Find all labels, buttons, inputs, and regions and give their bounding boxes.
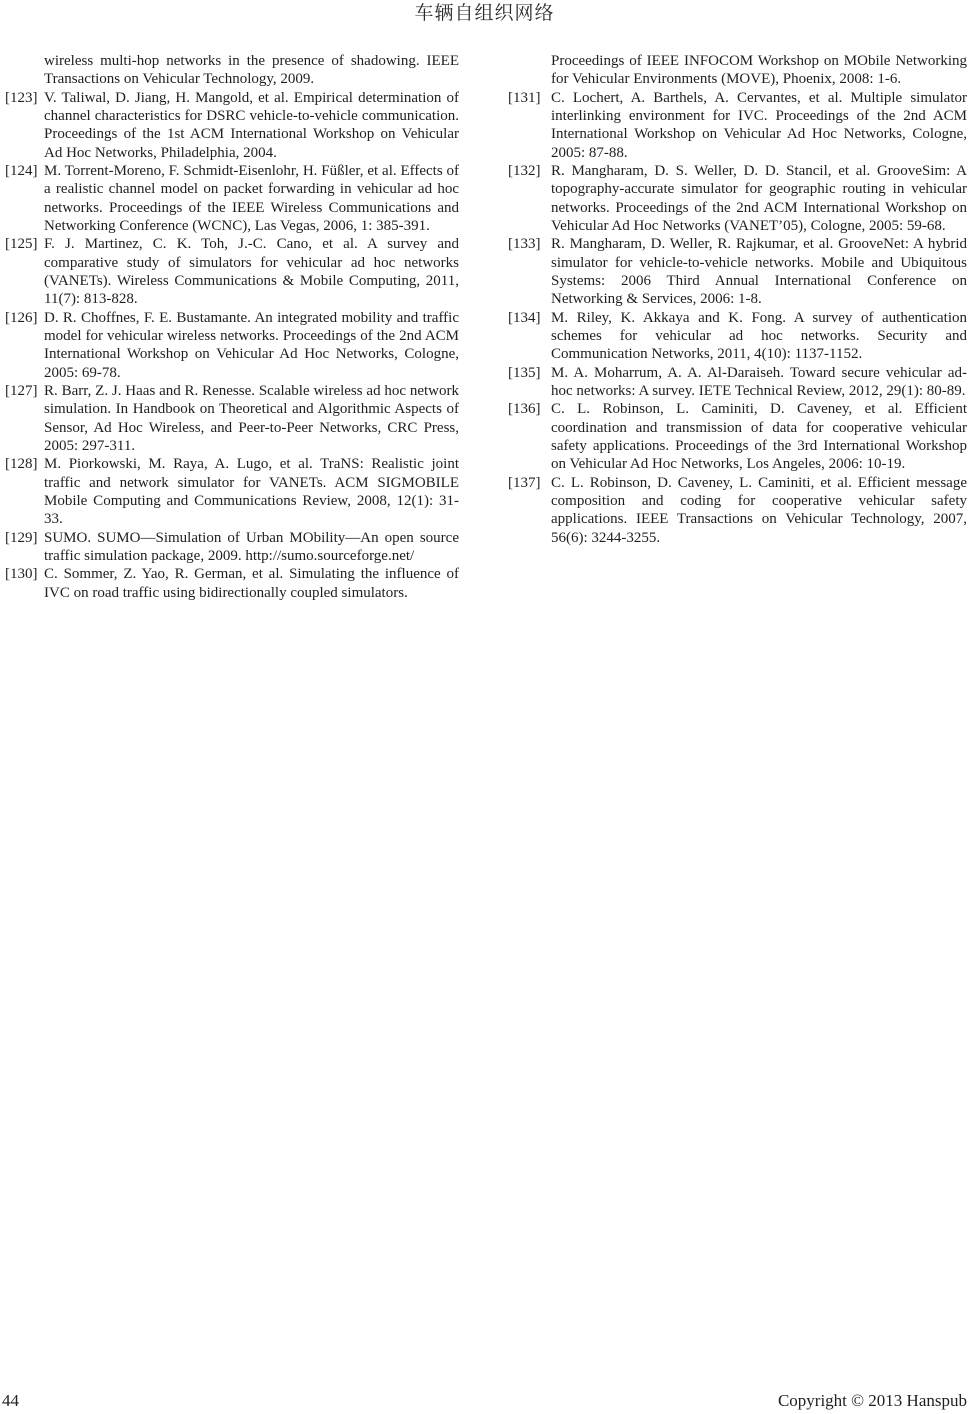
reference-number: [134] — [508, 309, 541, 326]
reference-text: M. A. Moharrum, A. A. Al-Daraiseh. Toward secure vehicular ad-hoc networks: A survey. IETE Technical Review, 2012, 29(1): 80-89. — [551, 364, 967, 399]
reference-132 — [508, 162, 967, 235]
reference-text: C. Sommer, Z. Yao, R. German, et al. Simulating the influence of IVC on road traffic using bidirectionally coupled simulators. — [44, 566, 459, 601]
reference-number: [124] — [5, 162, 38, 179]
reference-number: [137] — [508, 474, 541, 491]
reference-number: [136] — [508, 401, 541, 418]
reference-text: V. Taliwal, D. Jiang, H. Mangold, et al. Empirical determination of channel characteristics for DSRC vehicle-to-vehicle communication. Proceedings of the 1st ACM International Workshop on Vehicular Ad Hoc Networks, Philadelphia, 2004. — [44, 89, 459, 161]
reference-137 — [508, 474, 967, 547]
reference-123 — [5, 89, 459, 162]
reference-text: C. Lochert, A. Barthels, A. Cervantes, et al. Multiple simulator interlinking environment for IVC. Proceedings of the 2nd ACM International Workshop on Vehicular Ad Hoc Networks, Cologne, 2005: 87-88. — [551, 89, 967, 161]
reference-number: [135] — [508, 364, 541, 381]
reference-125 — [5, 235, 459, 308]
reference-number: [132] — [508, 162, 541, 179]
page-title: 车辆自组织网络 — [414, 3, 555, 24]
reference-text: M. Piorkowski, M. Raya, A. Lugo, et al. TraNS: Realistic joint traffic and network simulator for VANETs. ACM SIGMOBILE Mobile Computing and Communications Review, 2008, 12(1): 31-33. — [44, 456, 459, 528]
reference-126 — [5, 309, 459, 382]
reference-text: C. L. Robinson, L. Caminiti, D. Caveney, et al. Efficient coordination and transmission of data for cooperative vehicular safety applications. Proceedings of the 3rd International Workshop on Vehicular Ad Hoc Networks, Los Angeles, 2006: 10-19. — [551, 401, 967, 473]
reference-continuation-right: Proceedings of IEEE INFOCOM Workshop on MObile Networking for Vehicular Environments (MOVE), Phoenix, 2008: 1-6. — [551, 53, 967, 88]
reference-number: [125] — [5, 236, 38, 253]
reference-text: M. Riley, K. Akkaya and K. Fong. A survey of authentication schemes for vehicular ad hoc networks. Security and Communication Networks, 2011, 4(10): 1137-1152. — [551, 309, 967, 363]
reference-129 — [5, 529, 459, 566]
reference-130 — [5, 565, 459, 602]
reference-number: [123] — [5, 89, 38, 106]
reference-number: [131] — [508, 89, 541, 106]
reference-133 — [508, 235, 967, 308]
reference-text: D. R. Choffnes, F. E. Bustamante. An integrated mobility and traffic model for vehicular wireless networks. Proceedings of the 2nd ACM International Workshop on Vehicular Ad Hoc Networks, Cologne, 2005: 69-78. — [44, 309, 459, 381]
reference-number: [126] — [5, 309, 38, 326]
page-footer — [0, 1391, 969, 1413]
reference-124 — [5, 162, 459, 235]
reference-text: F. J. Martinez, C. K. Toh, J.-C. Cano, et al. A survey and comparative study of simulators for vehicular ad hoc networks (VANETs). Wireless Communications & Mobile Computing, 2011, 11(7): 813-828. — [44, 236, 459, 308]
reference-text: R. Barr, Z. J. Haas and R. Renesse. Scalable wireless ad hoc network simulation. In Handbook on Theoretical and Algorithmic Aspects of Sensor, Ad Hoc Wireless, and Peer-to-Peer Networks, CRC Press, 2005: 297-311. — [44, 382, 459, 454]
reference-number: [128] — [5, 456, 38, 473]
reference-text: SUMO. SUMO—Simulation of Urban MObility—An open source traffic simulation package, 2009. http://sumo.sourceforge.net/ — [44, 529, 459, 564]
reference-text: R. Mangharam, D. Weller, R. Rajkumar, et al. GrooveNet: A hybrid simulator for vehicle-to-vehicle networks. Mobile and Ubiquitous Systems: 2006 Third Annual International Conference on Networking & Services, 2006: 1-8. — [551, 236, 967, 308]
reference-134 — [508, 309, 967, 364]
reference-136 — [508, 400, 967, 473]
reference-text: C. L. Robinson, D. Caveney, L. Caminiti, et al. Efficient message composition and coding for cooperative vehicular safety applications. IEEE Transactions on Vehicular Technology, 2007, 56(6): 3244-3255. — [551, 474, 967, 546]
reference-128 — [5, 455, 459, 528]
reference-text: M. Torrent-Moreno, F. Schmidt-Eisenlohr, H. Füßler, et al. Effects of a realistic channel model on packet forwarding in vehicular ad hoc networks. Proceedings of the IEEE Wireless Communications and Networking Conference (WCNC), Las Vegas, 2006, 1: 385-391. — [44, 162, 459, 234]
reference-continuation-left: wireless multi-hop networks in the presence of shadowing. IEEE Transactions on Vehicular Technology, 2009. — [44, 53, 459, 88]
reference-number: [130] — [5, 566, 38, 583]
page-number: 44 — [2, 1391, 19, 1410]
reference-135 — [508, 364, 967, 401]
references-right-column — [508, 52, 967, 547]
reference-127 — [5, 382, 459, 455]
reference-number: [127] — [5, 382, 38, 399]
reference-text: R. Mangharam, D. S. Weller, D. D. Stancil, et al. GrooveSim: A topography-accurate simulator for geographic routing in vehicular networks. Proceedings of the 2nd ACM International Workshop on Vehicular Ad Hoc Networks (VANET’05), Cologne, 2005: 59-68. — [551, 162, 967, 234]
page-header — [0, 1, 969, 27]
reference-number: [133] — [508, 236, 541, 253]
copyright-notice: Copyright © 2013 Hanspub — [777, 1391, 967, 1410]
reference-number: [129] — [5, 529, 38, 546]
reference-131 — [508, 89, 967, 162]
references-left-column — [5, 52, 459, 602]
